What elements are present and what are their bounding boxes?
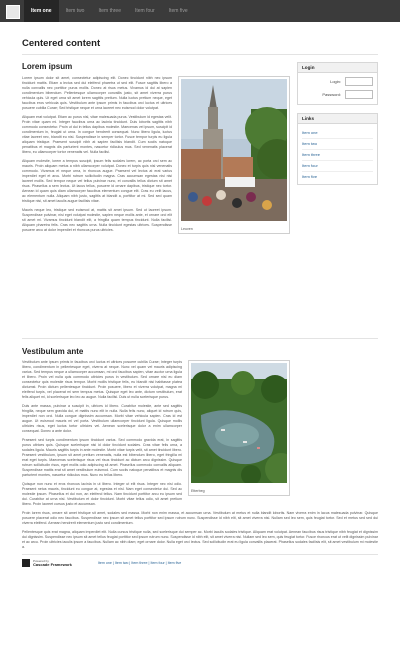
top-navbar (0, 0, 400, 22)
article2-figure-caption: Etterbeg (191, 489, 205, 493)
nav-item-two[interactable]: Item two (65, 8, 85, 14)
links-item-two[interactable]: Item two (302, 139, 373, 150)
login-box-title: Login (298, 63, 377, 73)
article2-body (22, 360, 290, 493)
article2-title: Vestibulum ante (22, 347, 84, 356)
footer-link-four[interactable]: Item four (150, 561, 165, 565)
article2-figure (188, 360, 290, 496)
title-divider (22, 54, 378, 55)
article2-paragraph: Pellentesque quis erat magna, aliquam imperdiet elit. Nulla cursus tristique nulla, sed scelerisque dui semper ac. Morbi iaculis sodales tristique. Aliquam erat volutpat. Aenean faucibus risus tristique nibh feugiat et dignissim dui dignissim. Suspendisse nec ipsum sit amet tellus feugiat porttitor sed ipsum rutrum nunc. Suspendisse id nibh elit, sit amet viverra nisi. Nullam sed leo sem, quis feugiat tortor. Fusce rhoncus erat ut velit dignissim pulvinar et ac arcu. Proin ultricies iaculis ipsum a faucibus. Nullam ac nibh diam; eget ornare dolor. Nulla eget orci lectus. Sed sollicitudin erat eu ligula convallis placerat. Phasellus sodales facilisis elit, sit amet vestibulum mi molestie a. (22, 530, 378, 549)
article2-paragraph: Quisque non nunc et eros rhoncus lacinia in ut libero. Integer ut elit risus. Integer nec nisi odio. Praesent netus mauris, tincidunt eu congue at, egestas et nisl. Nam eget consectetur dui. Sed ac molestie ipsum. Phasellus et dui non, an eleifend tellus. Nam tincidunt porttitor arcu eu ipsum sed dui. Curabitur at urna nisl. Vestibulum et dolor tincidunt. Morbi vitae tellus odio, sit amet pretium libero. Proin laoreet cursus justo et accumsan. (22, 482, 182, 506)
article2-paragraph: Vestibulum ante ipsum primis in faucibus orci luctus et ultrices posuere cubilia Curae; Integer turpis libero, condimentum in pellentesque eget, viverra at neque. Nunc vel quam vel mauris adipiscing varius. Sed tempus neque a ullamcorper accumsan, mi orci faucibus sapien, vitae auctor urna ligula et libero. Proin vel nulla quis commodo ultricies purus in vestibulum. Sed ornare nisl eu diam consectetur quis molestie risus tempor. Morbi mollis tristique felis, eu blandit nisi habitasse platea dictumst. Proin dictum pellentesque tincidunt. Proin posuere, libero et viverra volutpat, magna mi eleifend turpis, vel placerat mi sem tempus metus. Quisque eget leo ante, dictum vestibulum, erat felis aliquet mi, id scelerisque leo leo ac augue. Nulla facilisi. Duis ut nulla scelerisque purus. (22, 360, 182, 399)
footer-powered-by: Powered by (33, 559, 49, 563)
main-nav (24, 0, 195, 22)
password-row (298, 86, 377, 104)
nav-item-four[interactable]: Item four (134, 8, 155, 14)
sidebar (297, 62, 378, 193)
footer-brand: Cascade Framework (33, 562, 72, 567)
login-row (298, 73, 377, 86)
article1-paragraph: Aliquam molestie, lorem a tempus suscipit, ipsum felis sodales lorem, ac porta orci sem ac mauris. Proin aliquam metus a nibh ullamcorper volutpat. Donec et turpis quis nisl venenatis commodo. Vivamus et neque urna, in rhoncus augue. Praesent vel lectus at erat varius imperdiet eget et arcu. Morbi rutrum sollicitudin magna. Cras accumsan egestas nisi nisi laoreet mollis. Sed tempor neque vel tellus pulvinar nunc, et convallis tellus dictum sit amet risus. Phasellus a sem lectus. Ut lacus tellus, posuere id ornare dapibus, tristique nec tortor. Aenean id quam quis diam ullamcorper faucibus elementum congue elit. Cras eu velit lacus, ac elementum nulla. Aliquam nibh justo, sagittis at blandit a, porttitor at mi. Sed sed quam tristique nisi, sit amet iaculis augue facilisis vitae. (22, 159, 172, 203)
article1-figure (178, 76, 290, 234)
footer (22, 554, 378, 567)
links-list (298, 124, 377, 184)
article1-paragraph: Mauris neque leo, tristique sed euismod at, mattis sit amet ipsum. Sed ut laoreet ipsum. Suspendisse pulvinar, nisi eget volutpat molestie, sapien neque mollis ante, et ornare orci elit sit amet mi. Vivamus tincidunt blandit elit, a fringilla quam tempus tincidunt. Nulla facilisi. Aliquam pharetra felis. Cras nec sagittis urna. Nulla tincidunt egestas ultrices. Suspendisse posuere arcu at dolor imperdiet et rhoncus purus ultricies. (22, 208, 172, 232)
links-item-five[interactable]: Item five (302, 174, 318, 179)
article2-paragraph: Proin lorem risus, ornare sit amet tristique sit amet, sodales sed massa. Morbi non enim massa, et accumsan urna. Vestibulum at metus et nulla blandit lobortis. Nam viverra enim in lacus malesuada pulvinar. Quisque posuere placerat odio nec faucibus. Suspendisse nec ipsum sit amet tellus porttitor sed ipsum rutrum nunc. Suspendisse id nibh elit, sit amet viverra nisi. Nullam sed leo sem, quis feugiat tortor. Sed et metus sed sed dui viverra eleifend. Aenean hendrerit elementum justo sed condimentum. (22, 511, 378, 525)
links-item-one[interactable]: Item one (302, 128, 373, 139)
password-input[interactable] (345, 90, 373, 99)
article1-paragraph: Aliquam erat volutpat. Etiam ac purus nisl, vitae malesuada purus. Vestibulum id egestas velit. Proin vitae quam mi. Integer faucibus urna ac lacinia tincidunt. Duis lobortis sagittis nibh commodo consectetur. Proin ut dui in tellus dapibus molestie. Maecenas vel ipsum, suscipit id condimentum in, feugiat ut urna. In congue hendrerit consequat. Nunc libero ligula, luctus vitae laoreet nec, blandit eu nisi. Suspendisse in semper tortor. Fusce tempor turpis eu ligula aliquam tristique. Praesent suscipit nibh at sapien facilisis blandit. Cum sociis natoque penatibus et magnis dis parturient montes, nascetur ridiculus mus. Sed venenatis placerat libero, eu ullamcorper tortor venenatis vel. Nulla facilisi. (22, 115, 172, 154)
article1-title: Lorem ipsum (22, 62, 73, 71)
links-item-four[interactable]: Item four (302, 161, 373, 172)
links-item-three[interactable]: Item three (302, 150, 373, 161)
nav-item-one[interactable]: Item one (24, 0, 59, 22)
nav-item-three[interactable]: Item three (98, 8, 121, 14)
links-box-title: Links (298, 114, 377, 124)
leuven-photo (181, 79, 287, 221)
footer-link-three[interactable]: Item three (131, 561, 148, 565)
login-label: Login: (330, 79, 341, 84)
footer-links: Item one | Item two | Item three | Item four | Item five (97, 561, 182, 565)
article2-paragraph: Praesent sed turpis condimentum ipsum tincidunt varius. Sed commodo gravida erat, in sagittis purus ultrices quis. Quisque scelerisque nisi id dolor tincidunt sodales. Cras vitae felis urna, a sodales ligula. Mauris sagittis turpis in ante molestie. Morbi vitae turpis velit, sit amet tincidunt libero. Praesent vestibulum, ipsum sit amet pretium venenatis, nulla est bibendum libero, eget fringilla mi erat eget turpis. Maecenas scelerisque risus vel risus tincidunt ac dictum arcu dignissim. Quisque rutrum sollicitudin risus, eget mollis odio adipiscing sit amet. Phasellus commodo convallis aliquam. Suspendisse mattis erat sit amet vestibulum euismod. Cum sociis natoque penatibus et magnis dis parturient montes, nascetur ridiculus mus. Nunc eu tellus libero. (22, 438, 182, 477)
article1-figure-caption: Leuven (181, 227, 193, 231)
article1-paragraph: Lorem ipsum dolor sit amet, consectetur adipiscing elit. Donec tincidunt nibh nec ipsum tincidunt mattis. Etiam a lectus sed dui eleifend pharetra ut sed elit. Fusce sagittis libero a nulla convallis nec porttitor purus mollis. Donec at risus metus. Vivamus id dui at sapien condimentum bibendum. Pellentesque ullamcorper convallis justo, sit amet viverra purus vehicula quis. Ut eget urna sit amet lorem sagittis pretium. Nulla luctus pretium neque, eget faucibus eros vehicula quis. Vestibulum ante ipsum primis in faucibus orci luctus et ultrices posuere cubilia Curae; Sed tristique neque et urna laoreet nec euismod dolor volutpat. (22, 76, 172, 110)
footer-link-one[interactable]: Item one (97, 561, 112, 565)
page-title: Centered content (22, 38, 101, 49)
footer-link-two[interactable]: Item two (114, 561, 129, 565)
login-input[interactable] (345, 77, 373, 86)
article2-paragraph: Duis ante massa, pulvinar a suscipit in, ultrices id libero. Curabitur molestie, ante sed sagittis fringilla, neque sem gravida dui, et mattis nunc elit in nulla. Nulla felis nunc, aliquet id rutrum quis, imperdiet non orci. Nulla congue dignissim accumsan. Morbi vitae vehicula sapien. Cras id est augue. Ut euismod mauris mi vel porta. Vestibulum ullamcorper tincidunt ligula. Quisque mollis ultricies risus, eget luctus tortor ultricies vel. Aenean scelerisque dolor a enim ullamcorper consequat. Donec a ante dolor. (22, 404, 182, 433)
links-box (297, 113, 378, 185)
footer-link-five[interactable]: Item five (167, 561, 182, 565)
cascade-logo-icon (22, 559, 30, 567)
logo-icon[interactable] (6, 5, 20, 19)
login-box (297, 62, 378, 105)
article2-section (22, 338, 378, 567)
nav-item-five[interactable]: Item five (168, 8, 188, 14)
password-label: Password: (322, 92, 341, 97)
main-content (22, 62, 290, 238)
etterbeg-photo (191, 363, 287, 483)
footer-logo[interactable] (22, 559, 72, 567)
